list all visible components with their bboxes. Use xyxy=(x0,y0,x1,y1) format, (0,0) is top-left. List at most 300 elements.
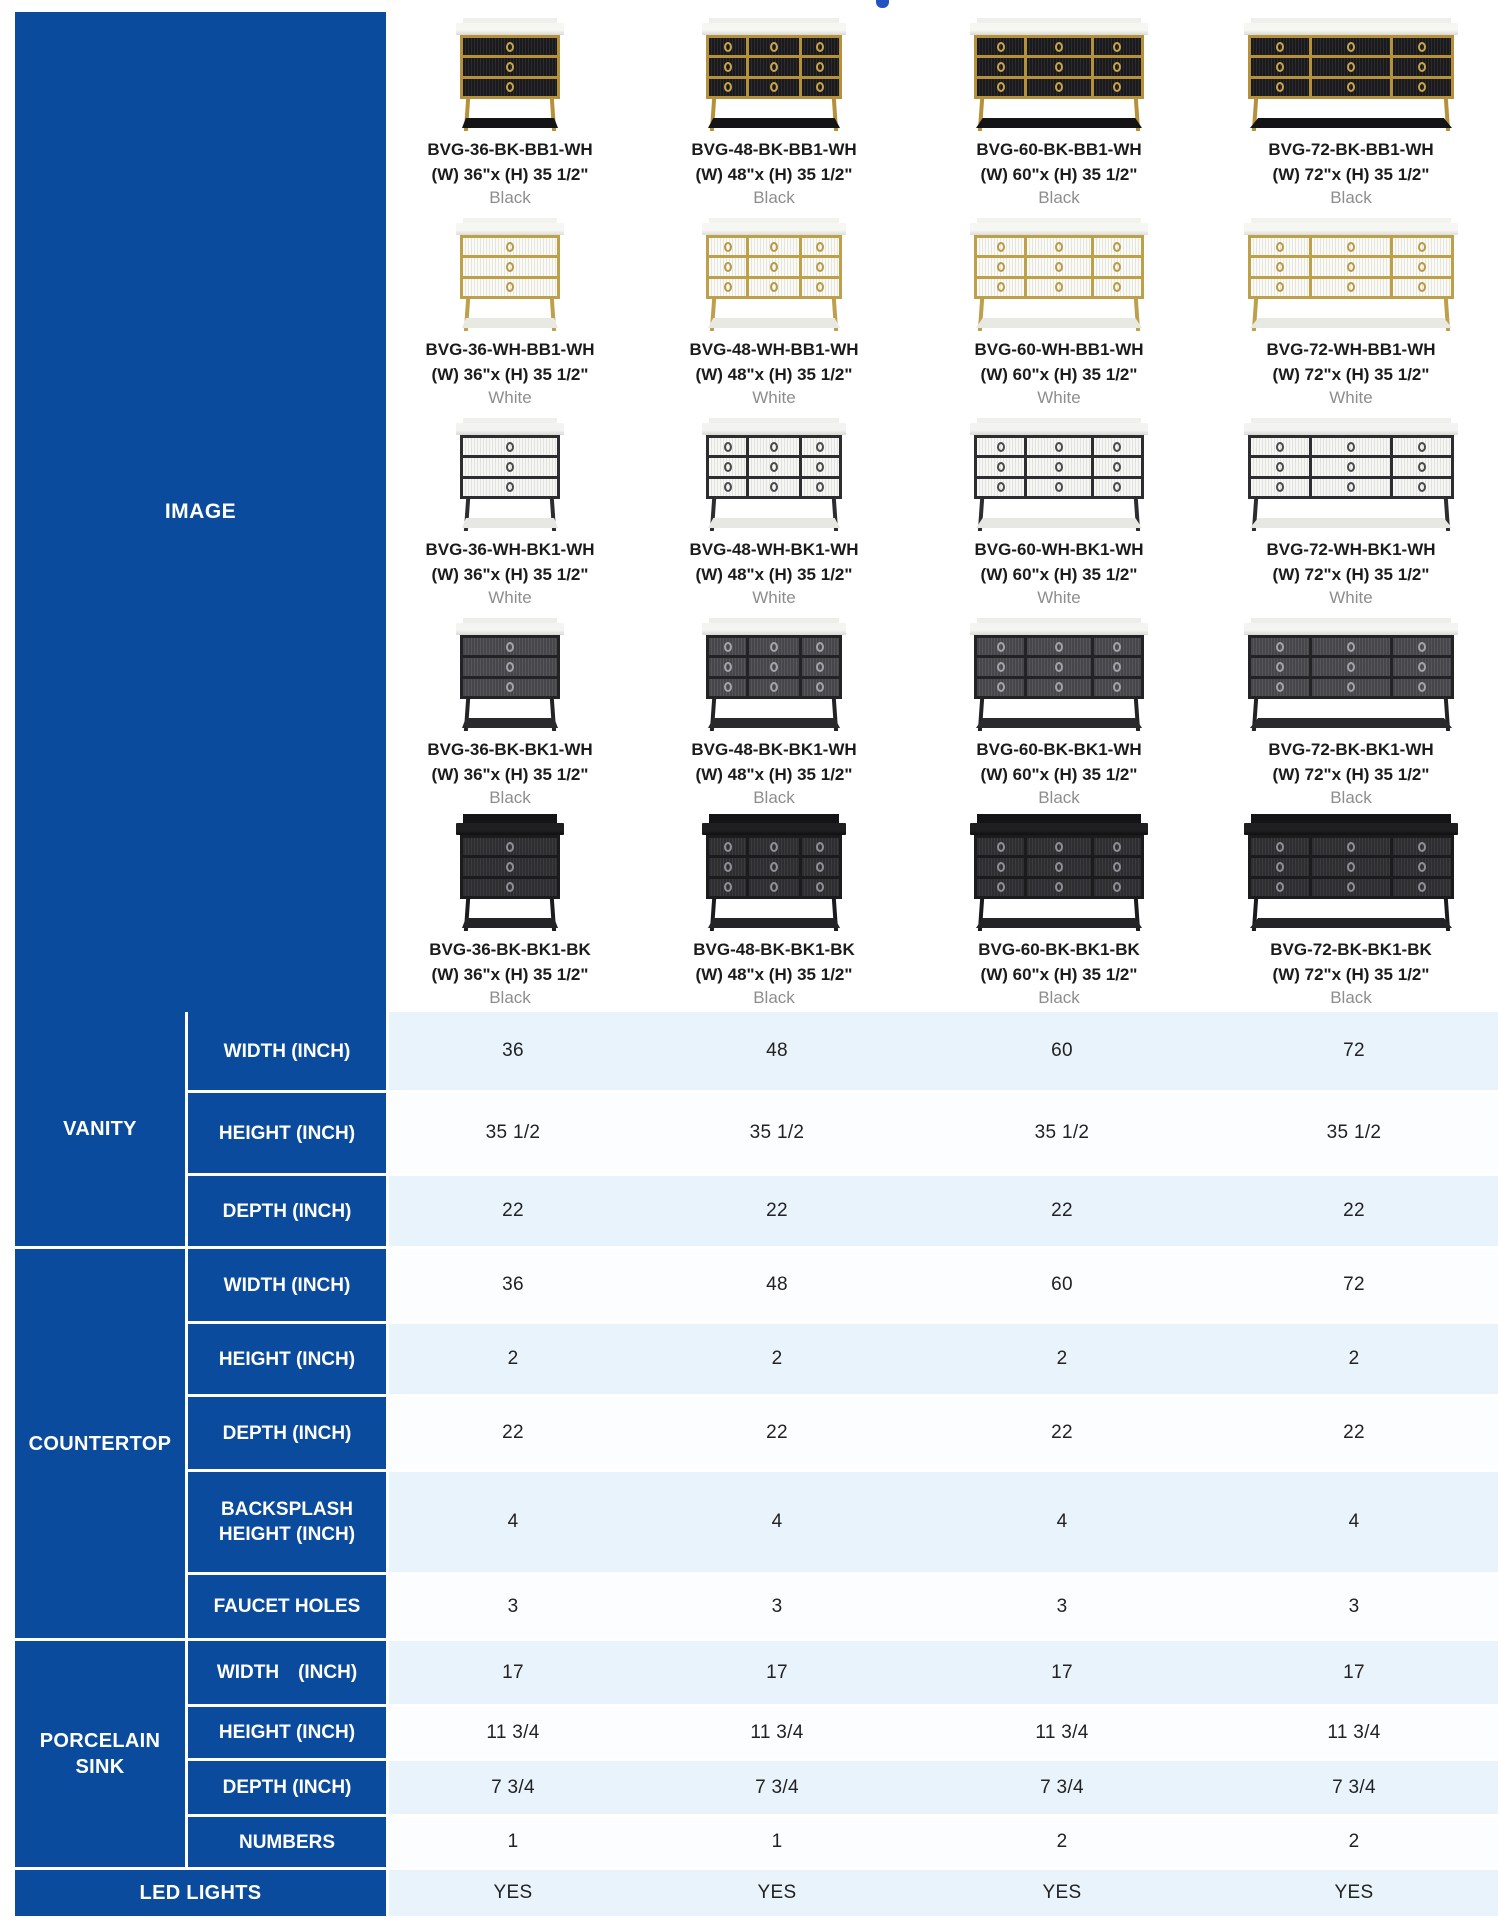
product-code: BVG-36-BK-BB1-WH xyxy=(427,140,593,159)
drawer-ring-pull xyxy=(724,882,732,892)
spec-value: 2 xyxy=(1348,1831,1360,1852)
drawer-front xyxy=(749,438,799,455)
image-band xyxy=(15,12,1498,1012)
spec-value: 3 xyxy=(1348,1595,1360,1617)
drawer-ring-pull xyxy=(1055,42,1063,52)
drawer-ring-pull xyxy=(1276,842,1284,852)
vanity-countertop xyxy=(702,823,846,835)
spec-table xyxy=(15,1012,1498,1916)
vanity-drawers xyxy=(974,35,1144,99)
drawer-ring-pull xyxy=(1347,882,1355,892)
drawer-front xyxy=(1312,858,1390,875)
drawer-front xyxy=(1027,838,1091,855)
product-card xyxy=(634,412,914,612)
drawer-ring-pull xyxy=(506,862,514,872)
vanity-countertop xyxy=(456,223,564,235)
drawer-front xyxy=(1393,258,1451,275)
vanity-base xyxy=(706,499,842,532)
product-code: BVG-48-WH-BK1-WH xyxy=(689,540,859,559)
drawer-front xyxy=(709,479,746,496)
product-code: BVG-36-WH-BK1-WH xyxy=(425,540,595,559)
drawer-ring-pull xyxy=(1055,62,1063,72)
product-finish-name: Black xyxy=(1038,788,1080,807)
drawer-front xyxy=(1251,679,1309,696)
drawer-ring-pull xyxy=(724,62,732,72)
vanity-countertop xyxy=(702,623,846,635)
drawer-front xyxy=(1027,479,1091,496)
drawer-front xyxy=(1027,638,1091,655)
drawer-ring-pull xyxy=(1055,842,1063,852)
drawer-front xyxy=(1312,58,1390,75)
drawer-front xyxy=(709,679,746,696)
drawer-front xyxy=(1251,479,1309,496)
drawer-ring-pull xyxy=(1276,282,1284,292)
vanity-image xyxy=(974,814,1144,932)
vanity-shelf xyxy=(1250,718,1452,728)
drawer-front xyxy=(1393,858,1451,875)
vanity-image xyxy=(460,618,560,732)
drawer-front xyxy=(1393,238,1451,255)
product-dimensions: (W) 72"x (H) 35 1/2" xyxy=(1272,965,1430,984)
product-card xyxy=(1204,612,1498,812)
drawer-front xyxy=(802,238,839,255)
drawer-ring-pull xyxy=(1113,442,1121,452)
drawer-ring-pull xyxy=(816,442,824,452)
vanity-base xyxy=(1248,499,1454,532)
spec-value: 2 xyxy=(1056,1348,1068,1369)
drawer-front xyxy=(802,258,839,275)
drawer-front xyxy=(1251,458,1309,475)
drawer-ring-pull xyxy=(1418,682,1426,692)
drawer-front xyxy=(749,679,799,696)
drawer-front xyxy=(977,258,1024,275)
vanity-countertop xyxy=(456,423,564,435)
led-lights-values xyxy=(389,1870,1498,1916)
drawer-front xyxy=(1027,658,1091,675)
product-dimensions: (W) 72"x (H) 35 1/2" xyxy=(1272,565,1430,584)
spec-value: 22 xyxy=(1343,1200,1365,1221)
drawer-ring-pull xyxy=(1113,462,1121,472)
product-code: BVG-60-BK-BB1-WH xyxy=(976,140,1142,159)
spec-row-values xyxy=(389,1761,1498,1814)
drawer-ring-pull xyxy=(1055,882,1063,892)
spec-value: 4 xyxy=(507,1511,519,1532)
drawer-ring-pull xyxy=(1055,662,1063,672)
drawer-front xyxy=(977,79,1024,96)
drawer-ring-pull xyxy=(724,462,732,472)
drawer-front xyxy=(1393,438,1451,455)
drawer-front xyxy=(463,438,557,455)
vanity-base xyxy=(706,899,842,932)
spec-row-values xyxy=(389,1817,1498,1867)
spec-row-label: HEIGHT (INCH) xyxy=(188,1324,386,1394)
spec-row-values xyxy=(389,1176,1498,1246)
drawer-front xyxy=(709,858,746,875)
vanity-shelf xyxy=(462,918,558,928)
vanity-image xyxy=(974,418,1144,532)
drawer-front xyxy=(1251,258,1309,275)
product-card xyxy=(1204,212,1498,412)
drawer-ring-pull xyxy=(506,462,514,472)
led-lights-value: YES xyxy=(1042,1882,1082,1903)
drawer-ring-pull xyxy=(1276,442,1284,452)
drawer-front xyxy=(802,279,839,296)
product-card xyxy=(386,412,634,612)
drawer-front xyxy=(749,258,799,275)
led-lights-value: YES xyxy=(493,1882,533,1903)
spec-row-values xyxy=(389,1397,1498,1469)
drawer-ring-pull xyxy=(1347,842,1355,852)
drawer-front xyxy=(709,838,746,855)
vanity-shelf xyxy=(1250,318,1452,328)
drawer-ring-pull xyxy=(1055,482,1063,492)
drawer-front xyxy=(1312,258,1390,275)
product-card xyxy=(634,212,914,412)
vanity-shelf xyxy=(1250,918,1452,928)
drawer-front xyxy=(1393,838,1451,855)
spec-value: 2 xyxy=(507,1348,519,1369)
vanity-drawers xyxy=(460,235,560,299)
product-card xyxy=(634,12,914,212)
drawer-ring-pull xyxy=(1055,242,1063,252)
product-dimensions: (W) 36"x (H) 35 1/2" xyxy=(431,165,589,184)
vanity-backsplash xyxy=(709,814,839,823)
drawer-front xyxy=(977,679,1024,696)
drawer-front xyxy=(802,638,839,655)
drawer-front xyxy=(1312,279,1390,296)
drawer-front xyxy=(463,279,557,296)
drawer-ring-pull xyxy=(506,62,514,72)
drawer-ring-pull xyxy=(1347,62,1355,72)
vanity-shelf xyxy=(1250,518,1452,528)
drawer-ring-pull xyxy=(506,282,514,292)
product-card xyxy=(1204,812,1498,1012)
vanity-image xyxy=(706,618,842,732)
product-code: BVG-60-BK-BK1-BK xyxy=(978,940,1140,959)
drawer-ring-pull xyxy=(1347,462,1355,472)
section-label-countertop: COUNTERTOP xyxy=(15,1249,185,1638)
vanity-base xyxy=(1248,99,1454,132)
drawer-front xyxy=(749,58,799,75)
vanity-countertop xyxy=(970,823,1148,835)
spec-value: 72 xyxy=(1343,1274,1365,1295)
spec-value: 4 xyxy=(1056,1511,1068,1532)
drawer-ring-pull xyxy=(1276,862,1284,872)
drawer-ring-pull xyxy=(1113,242,1121,252)
drawer-ring-pull xyxy=(770,642,778,652)
drawer-front xyxy=(1312,679,1390,696)
led-lights-label: LED LIGHTS xyxy=(15,1870,386,1916)
drawer-ring-pull xyxy=(1347,242,1355,252)
product-card xyxy=(914,12,1204,212)
spec-value: 11 3/4 xyxy=(750,1721,804,1743)
drawer-front xyxy=(749,638,799,655)
drawer-ring-pull xyxy=(997,482,1005,492)
product-dimensions: (W) 60"x (H) 35 1/2" xyxy=(980,765,1138,784)
spec-value: 35 1/2 xyxy=(749,1122,805,1143)
spec-value: 60 xyxy=(1051,1040,1073,1061)
vanity-image xyxy=(460,218,560,332)
drawer-ring-pull xyxy=(724,82,732,92)
vanity-image xyxy=(460,814,560,932)
drawer-ring-pull xyxy=(1113,282,1121,292)
drawer-front xyxy=(463,458,557,475)
product-dimensions: (W) 48"x (H) 35 1/2" xyxy=(695,965,853,984)
product-finish-name: Black xyxy=(1038,188,1080,207)
drawer-ring-pull xyxy=(816,82,824,92)
spec-row-label: NUMBERS xyxy=(188,1817,386,1867)
drawer-ring-pull xyxy=(1276,482,1284,492)
drawer-ring-pull xyxy=(506,82,514,92)
drawer-ring-pull xyxy=(506,842,514,852)
vanity-image xyxy=(974,18,1144,132)
product-finish-name: Black xyxy=(753,188,795,207)
spec-row-values xyxy=(389,1472,1498,1572)
drawer-ring-pull xyxy=(1055,262,1063,272)
product-code: BVG-36-BK-BK1-WH xyxy=(427,740,593,759)
drawer-front xyxy=(1027,79,1091,96)
drawer-ring-pull xyxy=(1418,642,1426,652)
product-card xyxy=(914,612,1204,812)
drawer-ring-pull xyxy=(770,42,778,52)
drawer-ring-pull xyxy=(1418,42,1426,52)
drawer-ring-pull xyxy=(724,482,732,492)
drawer-front xyxy=(802,79,839,96)
drawer-ring-pull xyxy=(816,862,824,872)
vanity-drawers xyxy=(1248,235,1454,299)
vanity-base xyxy=(460,699,560,732)
vanity-base xyxy=(706,699,842,732)
drawer-ring-pull xyxy=(724,662,732,672)
vanity-base xyxy=(1248,299,1454,332)
drawer-front xyxy=(977,838,1024,855)
product-finish-name: Black xyxy=(1330,988,1372,1007)
product-dimensions: (W) 48"x (H) 35 1/2" xyxy=(695,165,853,184)
drawer-front xyxy=(977,658,1024,675)
vanity-backsplash xyxy=(977,814,1141,823)
drawer-ring-pull xyxy=(770,662,778,672)
drawer-ring-pull xyxy=(1418,442,1426,452)
drawer-front xyxy=(1393,658,1451,675)
vanity-image xyxy=(706,18,842,132)
drawer-ring-pull xyxy=(506,442,514,452)
product-card xyxy=(386,212,634,412)
drawer-ring-pull xyxy=(1347,682,1355,692)
vanity-base xyxy=(1248,699,1454,732)
drawer-ring-pull xyxy=(1113,42,1121,52)
spec-value: 2 xyxy=(771,1348,783,1369)
drawer-ring-pull xyxy=(506,482,514,492)
vanity-image xyxy=(974,218,1144,332)
drawer-front xyxy=(749,238,799,255)
drawer-ring-pull xyxy=(997,62,1005,72)
drawer-front xyxy=(1251,38,1309,55)
drawer-front xyxy=(1094,858,1141,875)
vanity-shelf xyxy=(708,118,840,128)
vanity-drawers xyxy=(460,835,560,899)
drawer-ring-pull xyxy=(997,282,1005,292)
drawer-front xyxy=(709,279,746,296)
drawer-front xyxy=(802,479,839,496)
spec-row-label: BACKSPLASH HEIGHT (INCH) xyxy=(188,1472,386,1572)
vanity-countertop xyxy=(1244,623,1458,635)
drawer-front xyxy=(977,858,1024,875)
spec-value: 3 xyxy=(771,1595,783,1617)
product-code: BVG-60-WH-BK1-WH xyxy=(974,540,1144,559)
drawer-ring-pull xyxy=(1113,682,1121,692)
drawer-front xyxy=(802,658,839,675)
spec-value: 36 xyxy=(502,1274,524,1295)
vanity-image xyxy=(460,18,560,132)
drawer-front xyxy=(1393,638,1451,655)
spec-value: 60 xyxy=(1051,1274,1073,1295)
vanity-countertop xyxy=(970,623,1148,635)
drawer-front xyxy=(1251,238,1309,255)
drawer-ring-pull xyxy=(1055,282,1063,292)
drawer-ring-pull xyxy=(1276,242,1284,252)
drawer-ring-pull xyxy=(1113,842,1121,852)
vanity-shelf xyxy=(462,318,558,328)
drawer-ring-pull xyxy=(724,862,732,872)
vanity-image xyxy=(1248,618,1454,732)
product-finish-name: White xyxy=(1037,588,1081,607)
spec-row-label: DEPTH (INCH) xyxy=(188,1397,386,1469)
drawer-ring-pull xyxy=(1276,642,1284,652)
drawer-front xyxy=(1393,679,1451,696)
drawer-front xyxy=(749,658,799,675)
drawer-front xyxy=(1094,258,1141,275)
vanity-countertop xyxy=(702,223,846,235)
drawer-ring-pull xyxy=(1418,842,1426,852)
product-finish-name: White xyxy=(1037,388,1081,407)
drawer-ring-pull xyxy=(1276,82,1284,92)
drawer-front xyxy=(463,658,557,675)
drawer-front xyxy=(1251,658,1309,675)
spec-value: 17 xyxy=(1343,1661,1365,1683)
product-card xyxy=(1204,412,1498,612)
vanity-image xyxy=(706,814,842,932)
drawer-ring-pull xyxy=(770,442,778,452)
spec-value: 22 xyxy=(1051,1422,1073,1443)
drawer-front xyxy=(802,879,839,896)
drawer-front xyxy=(977,38,1024,55)
vanity-shelf xyxy=(462,118,558,128)
spec-value: 48 xyxy=(766,1040,788,1061)
drawer-front xyxy=(1094,479,1141,496)
product-dimensions: (W) 72"x (H) 35 1/2" xyxy=(1272,765,1430,784)
product-code: BVG-48-WH-BB1-WH xyxy=(689,340,859,359)
spec-value: 4 xyxy=(771,1511,783,1532)
drawer-front xyxy=(802,58,839,75)
drawer-front xyxy=(463,679,557,696)
drawer-ring-pull xyxy=(724,842,732,852)
drawer-ring-pull xyxy=(724,682,732,692)
drawer-front xyxy=(709,879,746,896)
product-finish-name: Black xyxy=(489,988,531,1007)
product-finish-name: Black xyxy=(1330,788,1372,807)
drawer-front xyxy=(463,879,557,896)
spec-value: 35 1/2 xyxy=(485,1122,541,1143)
spec-value: 1 xyxy=(507,1831,519,1852)
vanity-shelf xyxy=(976,318,1142,328)
vanity-image xyxy=(1248,18,1454,132)
drawer-ring-pull xyxy=(816,62,824,72)
drawer-front xyxy=(1312,638,1390,655)
cropped-page-title-fragment xyxy=(876,0,889,8)
product-dimensions: (W) 36"x (H) 35 1/2" xyxy=(431,965,589,984)
drawer-ring-pull xyxy=(1055,642,1063,652)
drawer-front xyxy=(1312,879,1390,896)
drawer-front xyxy=(1094,658,1141,675)
vanity-drawers xyxy=(460,435,560,499)
product-finish-name: Black xyxy=(1038,988,1080,1007)
drawer-front xyxy=(1094,79,1141,96)
vanity-base xyxy=(460,499,560,532)
drawer-ring-pull xyxy=(770,462,778,472)
drawer-ring-pull xyxy=(724,242,732,252)
vanity-drawers xyxy=(706,635,842,699)
drawer-front xyxy=(1027,858,1091,875)
drawer-ring-pull xyxy=(506,42,514,52)
drawer-front xyxy=(749,458,799,475)
drawer-front xyxy=(1027,438,1091,455)
drawer-front xyxy=(977,279,1024,296)
drawer-ring-pull xyxy=(1418,462,1426,472)
drawer-front xyxy=(463,258,557,275)
vanity-image xyxy=(1248,814,1454,932)
product-grid xyxy=(386,12,1498,1012)
led-lights-value: YES xyxy=(1334,1882,1374,1903)
drawer-ring-pull xyxy=(997,682,1005,692)
product-code: BVG-48-BK-BB1-WH xyxy=(691,140,857,159)
drawer-ring-pull xyxy=(997,42,1005,52)
drawer-ring-pull xyxy=(1347,82,1355,92)
vanity-image xyxy=(706,218,842,332)
vanity-countertop xyxy=(1244,423,1458,435)
vanity-image xyxy=(460,418,560,532)
vanity-shelf xyxy=(708,518,840,528)
drawer-front xyxy=(977,479,1024,496)
drawer-ring-pull xyxy=(997,462,1005,472)
drawer-front xyxy=(1027,458,1091,475)
drawer-ring-pull xyxy=(816,882,824,892)
image-section-label: IMAGE xyxy=(15,12,386,1012)
drawer-front xyxy=(463,79,557,96)
vanity-drawers xyxy=(706,835,842,899)
vanity-countertop xyxy=(970,223,1148,235)
drawer-front xyxy=(1094,838,1141,855)
drawer-front xyxy=(977,438,1024,455)
drawer-ring-pull xyxy=(1276,62,1284,72)
spec-value: 17 xyxy=(1051,1661,1073,1683)
drawer-ring-pull xyxy=(506,242,514,252)
vanity-base xyxy=(974,499,1144,532)
drawer-front xyxy=(977,238,1024,255)
drawer-front xyxy=(1027,279,1091,296)
drawer-front xyxy=(1312,838,1390,855)
vanity-countertop xyxy=(702,23,846,35)
vanity-drawers xyxy=(460,635,560,699)
drawer-ring-pull xyxy=(997,262,1005,272)
spec-value: 1 xyxy=(771,1831,783,1852)
drawer-ring-pull xyxy=(506,682,514,692)
vanity-backsplash xyxy=(1251,814,1451,823)
spec-row-values xyxy=(389,1012,1498,1090)
product-dimensions: (W) 36"x (H) 35 1/2" xyxy=(431,765,589,784)
product-code: BVG-48-BK-BK1-WH xyxy=(691,740,857,759)
spec-row-label: DEPTH (INCH) xyxy=(188,1176,386,1246)
vanity-drawers xyxy=(1248,835,1454,899)
